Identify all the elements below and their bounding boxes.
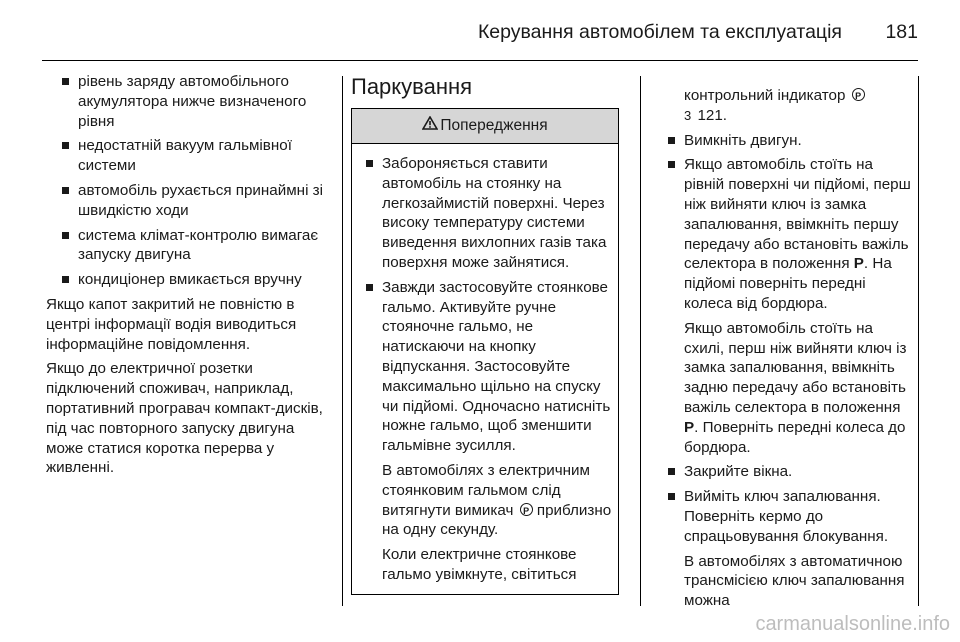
sub-text-post: приблизно на одну секунду.: [382, 501, 612, 539]
column-divider-2: [640, 76, 641, 606]
list-item: Забороняється ставити автомобіль на стоянку на легкозаймистій поверхні. Через високу температуру системи виведення вихлопних газів така поверхня може зайнятися.: [366, 154, 614, 273]
list-item: рівень заряду автомобільного акумулятора нижче визначеного рівня: [62, 72, 332, 131]
text-run: Якщо автомобіль стоїть на схилі, перш ніж вийняти ключ із замка запалювання, ввімкніть задню передачу або встановіть важіль селектора в положення: [684, 319, 907, 416]
sub-paragraph: В автомобілях з автоматичною трансмісією ключ запалювання можна: [684, 552, 905, 610]
warning-body: [352, 144, 618, 594]
list-item: автомобіль рухається принаймні зі швидкістю ходи: [62, 181, 332, 221]
column-divider-3: [918, 76, 919, 606]
text-run: Якщо автомобіль стоїть на рівній поверхні чи підйомі, перш ніж вийняти ключ із замка запалювання, ввімкніть першу передачу або встановіть важіль селектора в положення: [684, 156, 911, 273]
warning-triangle-icon: [422, 109, 438, 143]
list-item: система клімат-контролю вимагає запуску двигуна: [62, 226, 332, 266]
page-number: 181: [885, 21, 918, 43]
list-item: недостатній вакуум гальмівної системи: [62, 136, 332, 176]
text-run: . На підйомі поверніть передні колеса від бордюра.: [684, 255, 892, 312]
column-right: [668, 86, 916, 616]
page-reference-icon: 3: [684, 107, 692, 123]
continued-text: [668, 86, 916, 126]
list-item: Завжди застосовуйте стоянкове гальмо. Активуйте ручне стояночне гальмо, не натискаючи на кнопку відпускання. Застосовуйте максимально щільно на спуску чи підйомі. Одночасно натисніть ножне гальмо, щоб зменшити гальмівне зусилля.: [366, 278, 614, 456]
column-left: [46, 72, 332, 483]
section-title: Паркування: [351, 74, 473, 99]
page-header: [0, 0, 960, 62]
list-item: кондиціонер вмикається вручну: [62, 270, 332, 290]
parking-brake-icon: [520, 503, 533, 516]
paragraph: Якщо капот закритий не повністю в центрі інформації водія виводиться інформаційне повідомлення.: [46, 295, 297, 353]
text-run: . Поверніть передні колеса до бордюра.: [684, 418, 906, 456]
list-item: Закрийте вікна.: [668, 462, 916, 482]
sub-paragraph: [668, 319, 916, 458]
selector-position: P: [853, 255, 864, 273]
column-divider-1: [342, 76, 343, 606]
list-item: [668, 155, 916, 313]
watermark: carmanualsonline.info: [755, 613, 950, 635]
list-item: Вийміть ключ запалювання. Поверніть кермо до спрацьовування блокування.: [668, 487, 916, 546]
parking-brake-indicator-icon: [852, 88, 865, 101]
warning-header: [352, 109, 618, 144]
sub-text-pre: В автомобілях з електричним стоянковим гальмом слід витягнути вимикач: [382, 461, 590, 519]
list-item: Вимкніть двигун.: [668, 131, 916, 151]
warning-box: [351, 108, 619, 595]
column-middle: [351, 72, 625, 595]
warning-title: Попередження: [440, 117, 548, 135]
sub-paragraph: [366, 461, 614, 540]
page-reference: 121.: [697, 106, 728, 124]
header-title: Керування автомобілем та експлуатація: [477, 21, 842, 43]
cont-text: контрольний індикатор: [684, 87, 846, 104]
header-rule: [42, 60, 918, 61]
sub-paragraph: Коли електричне стоянкове гальмо увімкнуте, світиться: [382, 546, 577, 583]
paragraph: Якщо до електричної розетки підключений споживач, наприклад, портативний програвач компакт-дисків, під час повторного запуску двигуна може статися коротка перерва у живленні.: [46, 360, 323, 477]
selector-position: P: [684, 418, 695, 436]
